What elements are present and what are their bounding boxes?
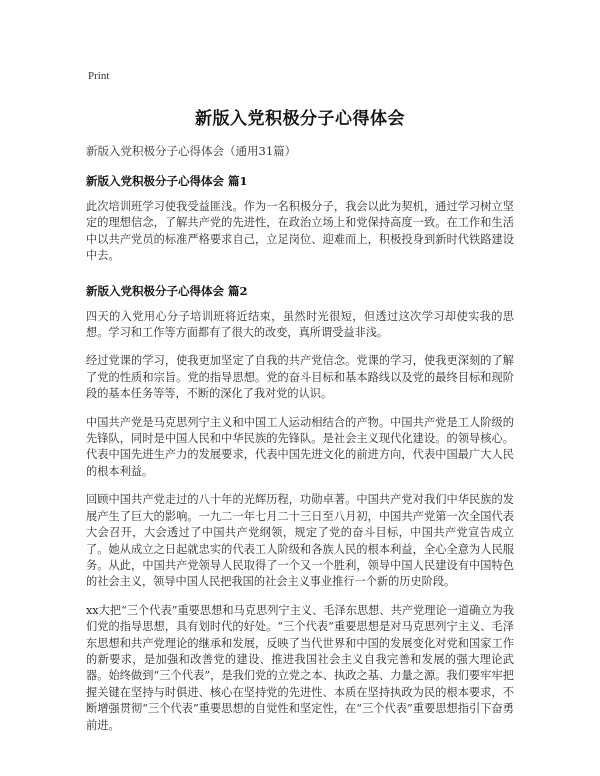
document-subtitle: 新版入党积极分子心得体会（通用31篇）	[86, 144, 297, 158]
paragraph: 回顾中国共产党走过的八十年的光辉历程，功勋卓著。中国共产党对我们中华民族的发展产生了巨大的影响。一九二一年七月二十三日至八月初，中国共产党第一次全国代表大会召开，大会透过了中国共产党纲领，规定了党的奋斗目标，中国共产党宣告成立了。她从成立之日起就忠实的代表工人阶级和各族人民的根本利益，全心全意为人民服务。从此，中国共产党领导人民取得了一个又一个胜利，领导中国人民建设有中国特色的社会主义，领导中国人民把我国的社会主义事业推行一个新的历史阶段。	[86, 493, 514, 589]
paragraph: 中国共产党是马克思列宁主义和中国工人运动相结合的产物。中国共产党是工人阶级的先锋队，同时是中国人民和中华民族的先锋队。是社会主义现代化建设。的领导核心。代表中国先进生产力的发展要求，代表中国先进文化的前进方向，代表中国最广大人民的根本利益。	[86, 415, 514, 478]
section-heading: 新版入党积极分子心得体会 篇1	[86, 174, 248, 188]
section-2	[86, 283, 514, 734]
paragraph: 四天的入党用心分子培训班将近结束，虽然时光很短，但透过这次学习却使实我的思想。学习和工作等方面都有了很大的改变，真所谓受益非浅。	[86, 309, 514, 340]
paragraph: xx大把“三个代表”重要思想和马克思列宁主义、毛泽东思想、共产党理论一道确立为我们党的指导思想，具有划时代的好处。“三个代表”重要思想是对马克思列宁主义、毛泽东思想和共产党理论的继承和发展，反映了当代世界和中国的发展变化对党和国家工作的新要求，是加强和改善党的建设、推进我国社会主义自我完善和发展的强大理论武器。始终做到“三个代表”，是我们党的立党之本、执政之基、力量之源。我们要牢牢把握关键在坚持与时俱进、核心在坚持党的先进性、本质在坚持执政为民的根本要求，不断增强贯彻“三个代表”重要思想的自觉性和坚定性，在“三个代表”重要思想指引下奋勇前进。	[86, 603, 514, 732]
page-title: 新版入党积极分子心得体会	[195, 109, 405, 129]
section-heading: 新版入党积极分子心得体会 篇2	[86, 283, 248, 298]
print-link[interactable]: Print	[88, 70, 110, 82]
paragraph: 经过党课的学习，使我更加坚定了自我的共产党信念。党课的学习，使我更深刻的了解了党的性质和宗旨。党的指导思想。党的奋斗目标和基本路线以及党的最终目标和现阶段的基本任务等等，不断的深化了我对党的认识。	[86, 354, 514, 401]
paragraph: 此次培训班学习使我受益匪浅。作为一名积极分子，我会以此为契机，通过学习树立坚定的理想信念，了解共产党的先进性，在政治立场上和党保持高度一致。在工作和生活中以共产党员的标准严格要求自己，立足岗位、迎难而上，积极投身到新时代铁路建设中去。	[86, 200, 514, 263]
section-1	[86, 173, 514, 265]
